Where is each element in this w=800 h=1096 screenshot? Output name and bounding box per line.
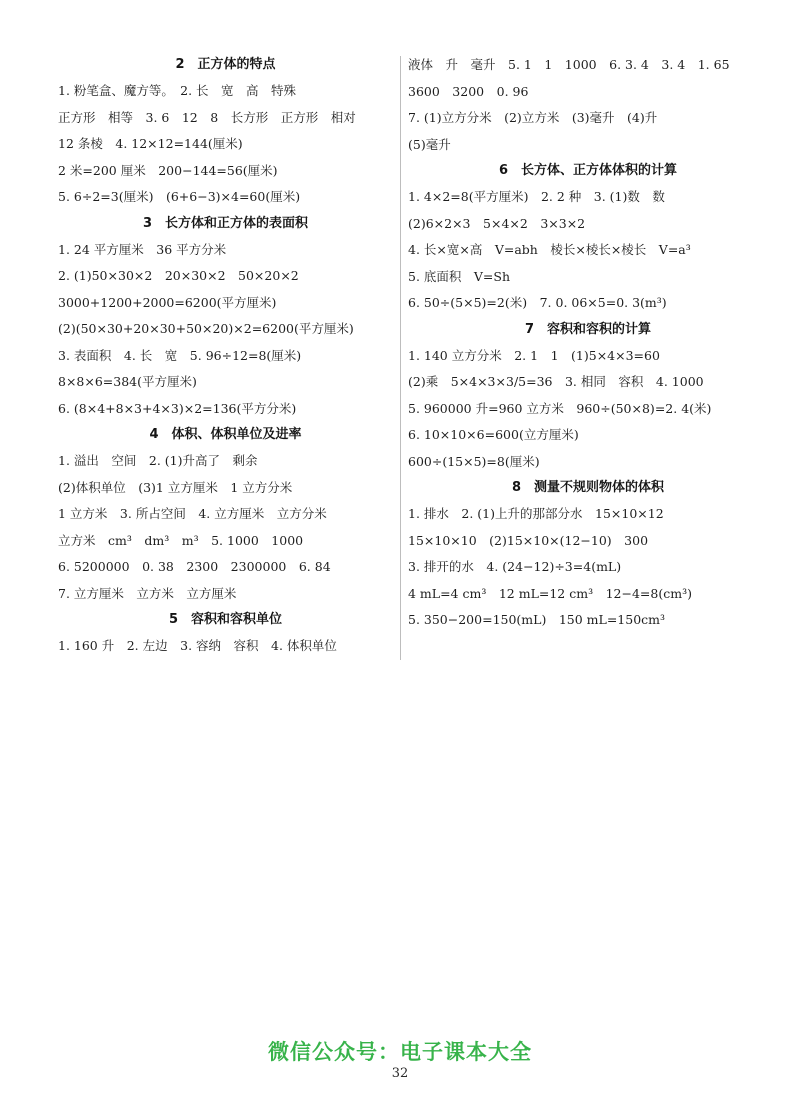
answer-line: 6. 5200000 0. 38 2300 2300000 6. 84: [58, 559, 331, 574]
answer-line: (2)体积单位 (3)1 立方厘米 1 立方分米: [58, 479, 293, 495]
column-divider: [400, 56, 401, 660]
answer-line: 600÷(15×5)=8(厘米): [408, 453, 540, 469]
section-heading: 7 容积和容积的计算: [524, 321, 652, 337]
answer-line: 5. 960000 升=960 立方米 960÷(50×8)=2. 4(米): [408, 400, 712, 416]
answer-line: (2)(50×30+20×30+50×20)×2=6200(平方厘米): [58, 321, 354, 336]
answer-line: 1. 160 升 2. 左边 3. 容纳 容积 4. 体积单位: [58, 638, 337, 653]
section-heading: 6 长方体、正方体体积的计算: [498, 163, 678, 178]
answer-line: 5. 底面积 V=Sh: [408, 268, 511, 284]
answer-line: 3000+1200+2000=6200(平方厘米): [58, 294, 277, 310]
section-heading: 4 体积、体积单位及进率: [149, 427, 302, 442]
answer-line: 1. 140 立方分米 2. 1 1 (1)5×4×3=60: [408, 347, 660, 363]
section-heading: 5 容积和容积单位: [168, 612, 283, 627]
answer-line: (5)毫升: [408, 136, 451, 152]
answer-line: 正方形 相等 3. 6 12 8 长方形 正方形 相对: [58, 109, 356, 125]
answer-line: 4 mL=4 cm³ 12 mL=12 cm³ 12−4=8(cm³): [408, 585, 692, 601]
answer-line: 3. 排开的水 4. (24−12)÷3=4(mL): [408, 559, 622, 574]
answer-line: 3. 表面积 4. 长 宽 5. 96÷12=8(厘米): [58, 347, 302, 363]
answer-line: 1. 溢出 空间 2. (1)升高了 剩余: [58, 453, 258, 468]
answer-line: 8×8×6=384(平方厘米): [58, 374, 197, 389]
answer-line: 2 米=200 厘米 200−144=56(厘米): [58, 162, 278, 178]
section-heading: 3 长方体和正方体的表面积: [142, 215, 309, 231]
answer-line: 6. 10×10×6=600(立方厘米): [408, 427, 579, 442]
answer-line: 1. 24 平方厘米 36 平方分米: [58, 241, 227, 257]
answer-line: 2. (1)50×30×2 20×30×2 50×20×2: [58, 268, 299, 283]
section-heading: 2 正方体的特点: [175, 57, 276, 72]
answer-line: 液体 升 毫升 5. 1 1 1000 6. 3. 4 3. 4 1. 65: [408, 57, 730, 72]
answer-line: 1. 排水 2. (1)上升的那部分水 15×10×12: [408, 506, 664, 521]
right-column: [408, 52, 768, 634]
answer-line: (2)乘 5×4×3×3/5=36 3. 相同 容积 4. 1000: [408, 374, 704, 389]
answer-line: 1 立方米 3. 所占空间 4. 立方厘米 立方分米: [58, 506, 327, 521]
answer-line: 7. 立方厘米 立方米 立方厘米: [58, 585, 237, 601]
answer-line: 15×10×10 (2)15×10×(12−10) 300: [408, 532, 649, 548]
answer-line: 立方米 cm³ dm³ m³ 5. 1000 1000: [58, 532, 304, 548]
answer-line: 12 条棱 4. 12×12=144(厘米): [58, 136, 243, 151]
answer-line: 4. 长×宽×高 V=abh 棱长×棱长×棱长 V=a³: [408, 242, 691, 257]
answer-line: 6. (8×4+8×3+4×3)×2=136(平方分米): [58, 400, 297, 416]
answer-line: 3600 3200 0. 96: [408, 83, 529, 99]
answer-line: 6. 50÷(5×5)=2(米) 7. 0. 06×5=0. 3(m³): [408, 295, 667, 310]
answer-line: 1. 4×2=8(平方厘米) 2. 2 种 3. (1)数 数: [408, 189, 665, 204]
answer-line: 1. 粉笔盒、魔方等。 2. 长 宽 高 特殊: [58, 83, 297, 98]
left-column: [58, 52, 393, 660]
answer-line: 5. 350−200=150(mL) 150 mL=150cm³: [408, 612, 666, 627]
page-number: 32: [391, 1066, 409, 1081]
watermark-text: 微信公众号：电子课本大全: [268, 1040, 532, 1064]
answer-line: 5. 6÷2=3(厘米) (6+6−3)×4=60(厘米): [58, 189, 301, 204]
answer-line: 7. (1)立方分米 (2)立方米 (3)毫升 (4)升: [408, 110, 658, 125]
answer-line: (2)6×2×3 5×4×2 3×3×2: [408, 215, 586, 231]
section-heading: 8 测量不规则物体的体积: [511, 480, 665, 495]
